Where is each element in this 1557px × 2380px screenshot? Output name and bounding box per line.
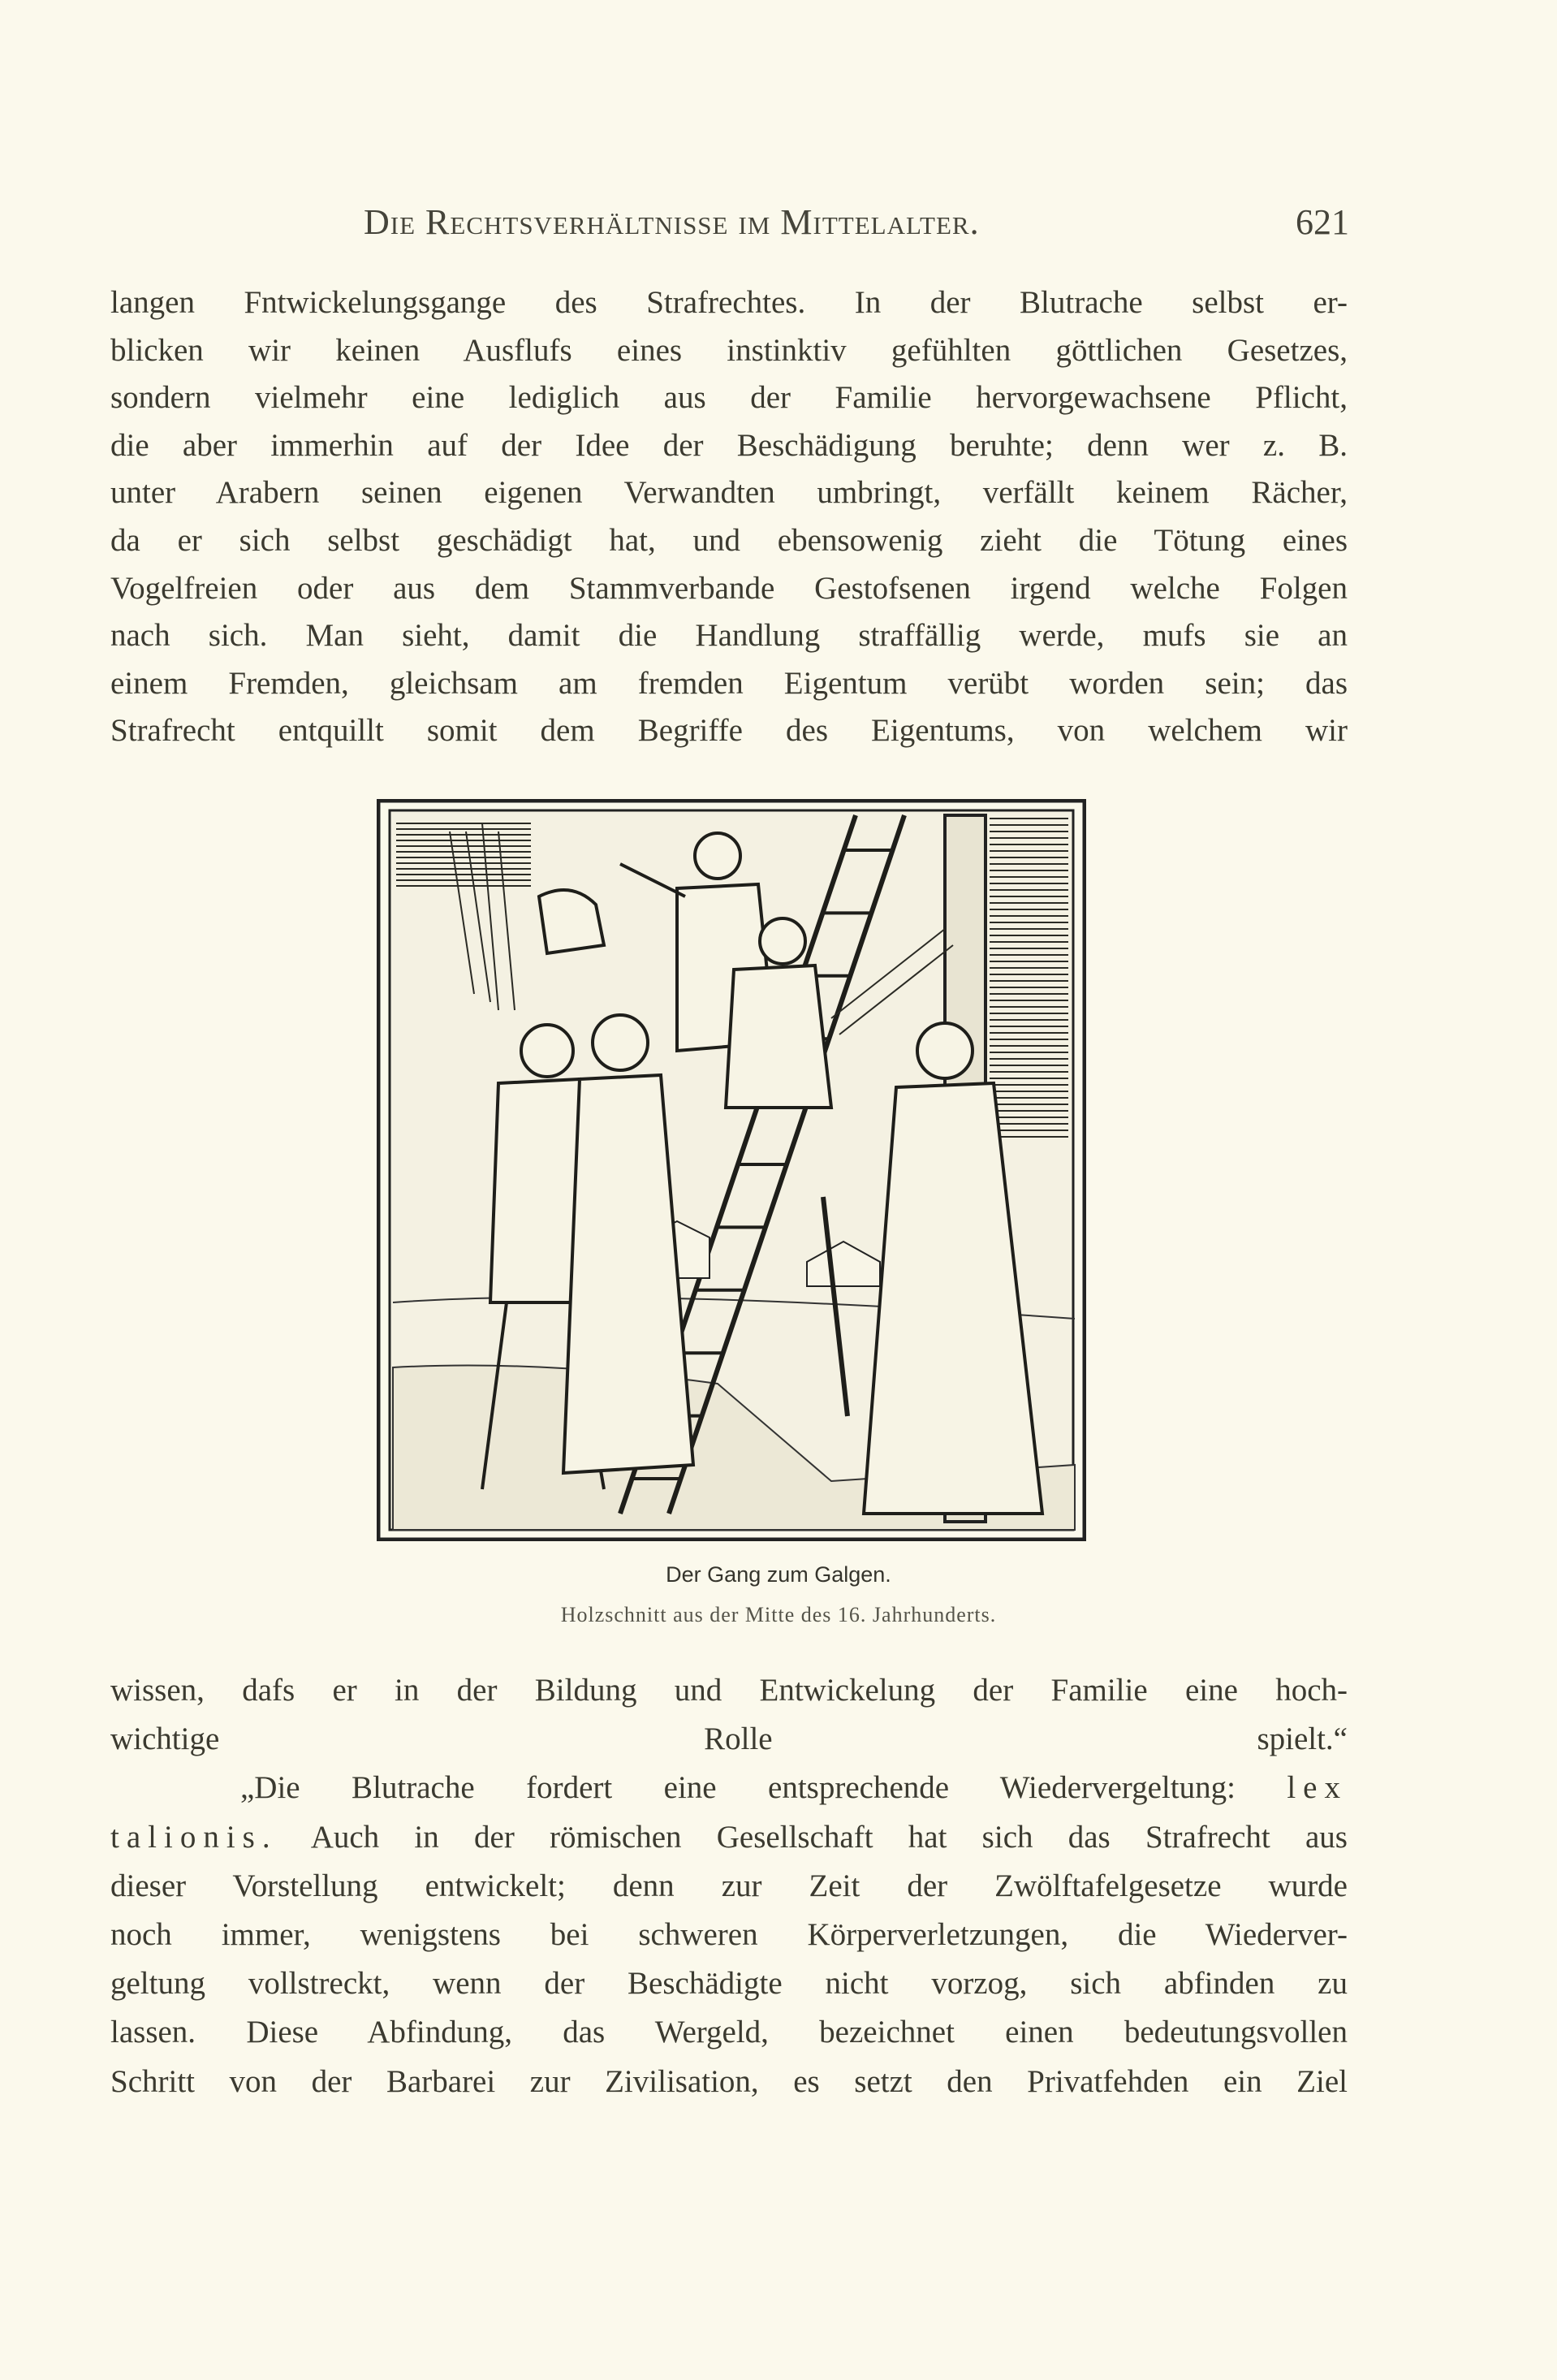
paragraph-1 (110, 279, 1348, 755)
text-segment: lassen. Diese Abfindung, das Wergeld, bezeichnet einen bedeutungsvollen (110, 2015, 1348, 2050)
text-line (110, 1715, 1348, 1764)
figure-caption-subtitle: Holzschnitt aus der Mitte des 16. Jahrhunderts. (560, 1603, 997, 1626)
spaced-latin-term: talionis. (110, 1819, 278, 1855)
text-segment: „Die Blutrache fordert eine entsprechende Wiedervergeltung: (240, 1770, 1287, 1806)
text-line: Vogelfreien oder aus dem Stammverbande Gestofsenen irgend welche Folgen (110, 570, 1348, 606)
text-segment: geltung vollstreckt, wenn der Beschädigte nicht vorzog, sich abfinden zu (110, 1966, 1348, 2002)
running-header (357, 201, 1349, 242)
text-line (110, 1666, 1348, 1715)
text-line: da er sich selbst geschädigt hat, und ebensowenig zieht die Tötung eines (110, 522, 1348, 558)
text-segment: Schritt von der Barbarei zur Zivilisation, es setzt den Privatfehden ein Ziel (110, 2063, 1348, 2099)
text-line: Strafrecht entquillt somit dem Begriffe des Eigentums, von welchem wir (110, 713, 1348, 749)
text-line: langen Fntwickelungsgange des Strafrechtes. In der Blutrache selbst er- (110, 285, 1348, 320)
paragraph-2 (110, 1666, 1348, 2106)
text-segment: Auch in der römischen Gesellschaft hat sich das Strafrecht aus (277, 1819, 1348, 1855)
running-title: Die Rechtsverhältnisse im Mittelalter. (364, 202, 980, 242)
figure-caption-title: Der Gang zum Galgen. (666, 1562, 891, 1587)
woodcut-illustration (377, 799, 1086, 1541)
text-segment: noch immer, wenigstens bei schweren Körperverletzungen, die Wiederver- (110, 1916, 1348, 1952)
text-line (110, 1911, 1348, 1959)
text-line: unter Arabern seinen eigenen Verwandten umbringt, verfällt keinem Rächer, (110, 475, 1348, 511)
text-line (110, 2008, 1348, 2057)
text-line (110, 1764, 1348, 1812)
text-line: einem Fremden, gleichsam am fremden Eigentum verübt worden sein; das (110, 665, 1348, 701)
page-number: 621 (1296, 202, 1349, 242)
text-line: sondern vielmehr eine lediglich aus der Familie hervorgewachsene Pflicht, (110, 380, 1348, 416)
text-line (110, 1862, 1348, 1911)
text-line: nach sich. Man sieht, damit die Handlung straffällig werde, mufs sie an (110, 618, 1348, 654)
spaced-latin-term: lex (1287, 1770, 1348, 1806)
text-line: die aber immerhin auf der Idee der Beschädigung beruhte; denn wer z. B. (110, 427, 1348, 463)
text-line (110, 1813, 1348, 1862)
text-segment: dieser Vorstellung entwickelt; denn zur Zeit der Zwölftafelgesetze wurde (110, 1868, 1348, 1903)
text-segment: wichtige Rolle spielt.“ (110, 1721, 1348, 1757)
text-segment: wissen, dafs er in der Bildung und Entwickelung der Familie eine hoch- (110, 1673, 1348, 1708)
text-line: blicken wir keinen Ausflufs eines instinktiv gefühlten göttlichen Gesetzes, (110, 332, 1348, 368)
text-line (110, 1959, 1348, 2008)
text-line (110, 2058, 1348, 2106)
